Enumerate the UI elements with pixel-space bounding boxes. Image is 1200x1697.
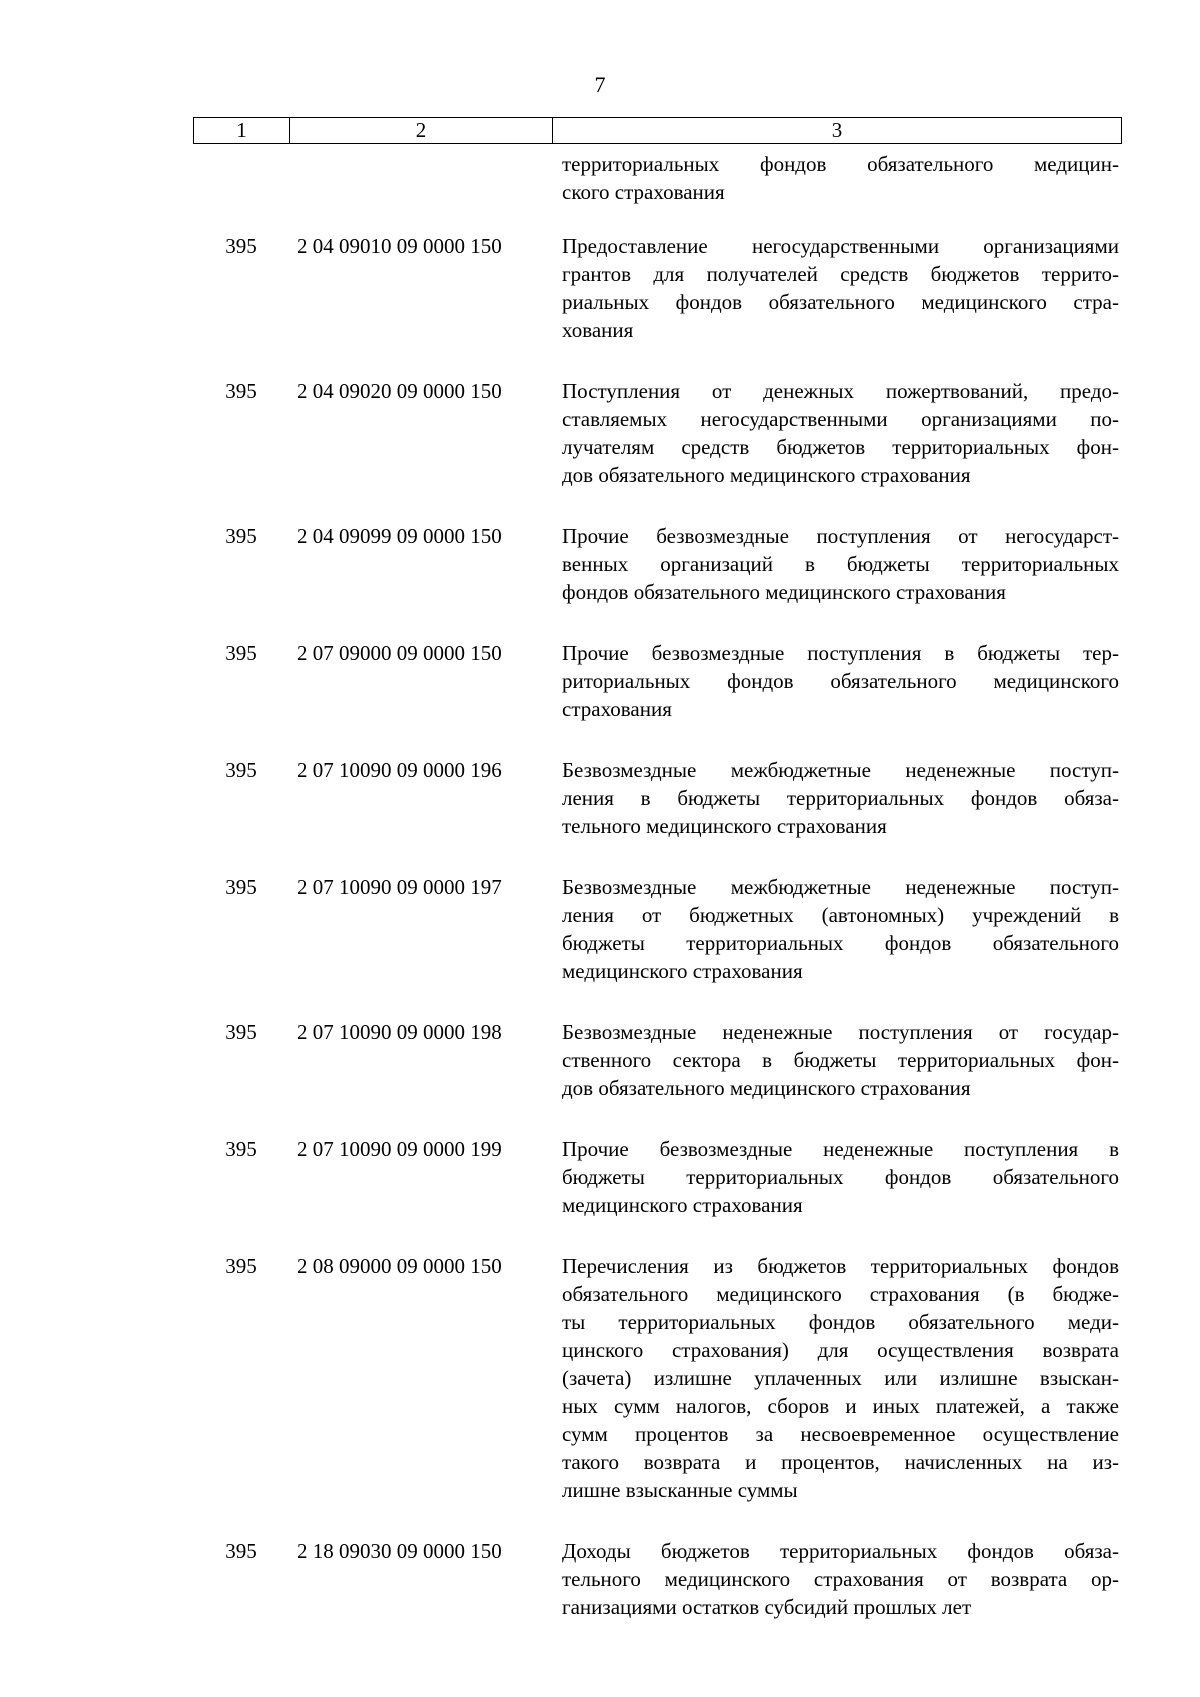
- classification-code-cell: 2 07 10090 09 0000 197: [297, 875, 502, 899]
- table-body: [0, 232, 1200, 1654]
- description-line: ственного сектора в бюджеты территориальных фон-: [562, 1048, 1119, 1072]
- description-line: Предоставление негосударственными организациями: [562, 234, 1119, 258]
- description-line: фондов обязательного медицинского страхования: [562, 580, 1006, 604]
- description-cell: [562, 873, 1119, 985]
- admin-code-cell: 395: [225, 641, 257, 665]
- description-line: ления от бюджетных (автономных) учреждений в: [562, 903, 1119, 927]
- description-line: медицинского страхования: [562, 959, 803, 983]
- table-row: [0, 639, 1200, 723]
- description-cell: [562, 1135, 1119, 1219]
- description-line: Безвозмездные межбюджетные неденежные поступ-: [562, 758, 1119, 782]
- table-row: [0, 232, 1200, 344]
- description-cell: [562, 1252, 1119, 1504]
- description-cell: [562, 1537, 1119, 1621]
- description-line: ных сумм налогов, сборов и иных платежей, а также: [562, 1394, 1119, 1418]
- description-cell: [562, 756, 1119, 840]
- description-line: сумм процентов за несвоевременное осуществление: [562, 1422, 1119, 1446]
- description-cell: [562, 639, 1119, 723]
- page-number: 7: [594, 72, 606, 97]
- description-line: страхования: [562, 697, 672, 721]
- description-line: ты территориальных фондов обязательного меди-: [562, 1310, 1119, 1334]
- admin-code-cell: 395: [225, 1539, 257, 1563]
- classification-code-cell: 2 07 09000 09 0000 150: [297, 641, 502, 665]
- description-line: лучателям средств бюджетов территориальных фон-: [562, 435, 1119, 459]
- description-line: ставляемых негосударственными организациями по-: [562, 407, 1119, 431]
- description-line: хования: [562, 318, 634, 342]
- description-line: Безвозмездные межбюджетные неденежные поступ-: [562, 875, 1119, 899]
- table-row: [0, 1018, 1200, 1102]
- description-cell: [562, 522, 1119, 606]
- classification-code-cell: 2 07 10090 09 0000 198: [297, 1020, 502, 1044]
- admin-code-cell: 395: [225, 1020, 257, 1044]
- classification-code-cell: 2 04 09020 09 0000 150: [297, 379, 502, 403]
- description-line: (зачета) излишне уплаченных или излишне взыскан-: [562, 1366, 1119, 1390]
- admin-code-cell: 395: [225, 1254, 257, 1278]
- table-row: [0, 1135, 1200, 1219]
- description-line: Перечисления из бюджетов территориальных фондов: [562, 1254, 1119, 1278]
- admin-code-cell: 395: [225, 875, 257, 899]
- description-line: территориальных фондов обязательного медицин-: [562, 152, 1119, 176]
- description-line: Доходы бюджетов территориальных фондов обяза-: [562, 1539, 1119, 1563]
- description-line: тельного медицинского страхования: [562, 814, 887, 838]
- description-line: Безвозмездные неденежные поступления от государ-: [562, 1020, 1119, 1044]
- description-line: бюджеты территориальных фондов обязательного: [562, 1165, 1119, 1189]
- description-line: медицинского страхования: [562, 1193, 803, 1217]
- description-line: дов обязательного медицинского страхования: [562, 463, 971, 487]
- description-cell: [562, 1018, 1119, 1102]
- description-line: венных организаций в бюджеты территориальных: [562, 552, 1119, 576]
- column-header-3: 3: [831, 118, 843, 142]
- admin-code-cell: 395: [225, 524, 257, 548]
- classification-code-cell: 2 07 10090 09 0000 199: [297, 1137, 502, 1161]
- admin-code-cell: 395: [225, 379, 257, 403]
- table-row: [0, 522, 1200, 606]
- classification-code-cell: 2 18 09030 09 0000 150: [297, 1539, 502, 1563]
- classification-code-cell: 2 07 10090 09 0000 196: [297, 758, 502, 782]
- table-row: [0, 756, 1200, 840]
- description-line: Прочие безвозмездные поступления от негосударст-: [562, 524, 1119, 548]
- description-line: дов обязательного медицинского страхования: [562, 1076, 971, 1100]
- column-header-row: [193, 117, 1122, 144]
- table-row: [0, 1537, 1200, 1621]
- description-line: риальных фондов обязательного медицинского стра-: [562, 290, 1119, 314]
- admin-code-cell: 395: [225, 1137, 257, 1161]
- table-row: [0, 377, 1200, 489]
- column-header-2: 2: [290, 118, 553, 143]
- table-row: [0, 873, 1200, 985]
- description-line: ского страхования: [562, 180, 725, 204]
- description-line: лишне взысканные суммы: [562, 1478, 798, 1502]
- admin-code-cell: 395: [225, 234, 257, 258]
- description-line: Прочие безвозмездные поступления в бюджеты тер-: [562, 641, 1119, 665]
- continued-description: [562, 150, 1119, 206]
- classification-code-cell: 2 08 09000 09 0000 150: [297, 1254, 502, 1278]
- classification-code-cell: 2 04 09099 09 0000 150: [297, 524, 502, 548]
- description-line: Поступления от денежных пожертвований, предо-: [562, 379, 1119, 403]
- description-cell: [562, 377, 1119, 489]
- description-line: цинского страхования) для осуществления возврата: [562, 1338, 1119, 1362]
- description-line: ганизациями остатков субсидий прошлых лет: [562, 1595, 972, 1619]
- description-line: тельного медицинского страхования от возврата ор-: [562, 1567, 1119, 1591]
- description-cell: [562, 232, 1119, 344]
- description-line: обязательного медицинского страхования (в бюдже-: [562, 1282, 1119, 1306]
- admin-code-cell: 395: [225, 758, 257, 782]
- description-line: Прочие безвозмездные неденежные поступления в: [562, 1137, 1119, 1161]
- description-line: грантов для получателей средств бюджетов террито-: [562, 262, 1119, 286]
- description-line: такого возврата и процентов, начисленных на из-: [562, 1450, 1119, 1474]
- table-row: [0, 1252, 1200, 1504]
- column-header-1: 1: [194, 118, 290, 143]
- description-line: ления в бюджеты территориальных фондов обяза-: [562, 786, 1119, 810]
- description-line: бюджеты территориальных фондов обязательного: [562, 931, 1119, 955]
- classification-code-cell: 2 04 09010 09 0000 150: [297, 234, 502, 258]
- description-line: риториальных фондов обязательного медицинского: [562, 669, 1119, 693]
